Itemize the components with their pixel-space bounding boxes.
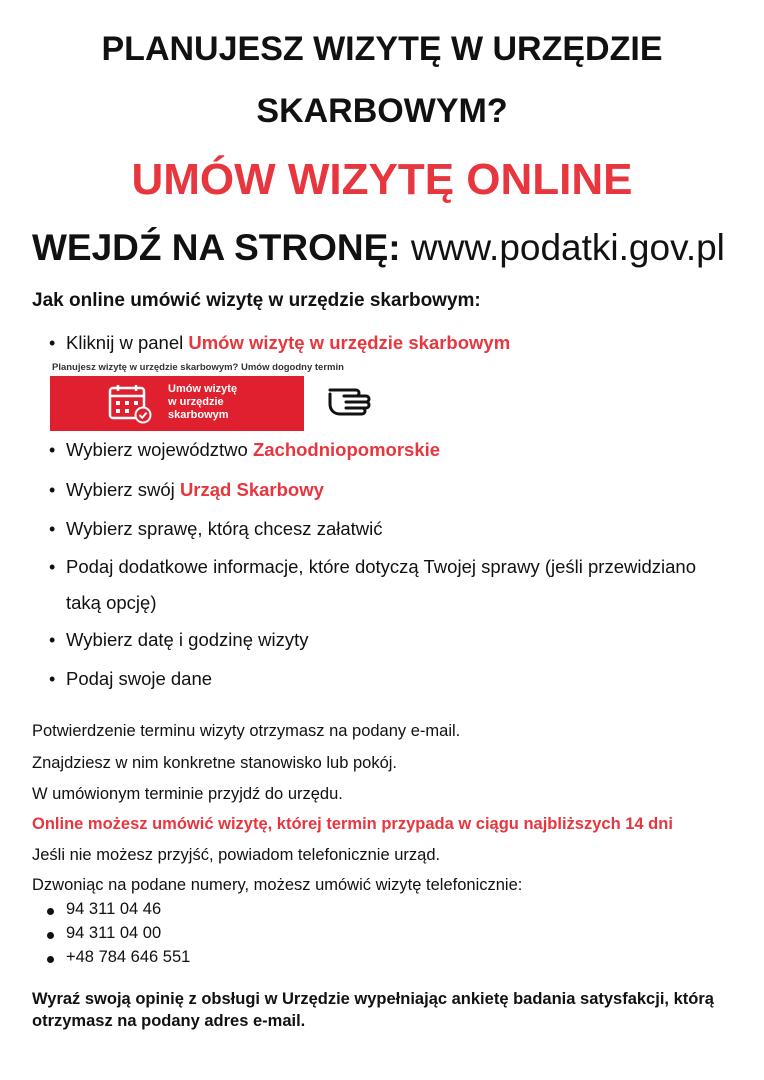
step-text: taką opcję) <box>66 592 157 613</box>
website-line <box>32 227 725 269</box>
info-line: Dzwoniąc na podane numery, możesz umówić wizytę telefonicznie: <box>32 876 523 894</box>
howto-title: Jak online umówić wizytę w urzędzie skarbowym: <box>32 290 481 311</box>
panel-caption: Planujesz wizytę w urzędzie skarbowym? Umów dogodny termin <box>52 362 344 373</box>
step-text: Wybierz datę i godzinę wizyty <box>66 629 309 650</box>
info-line: Potwierdzenie terminu wizyty otrzymasz na podany e-mail. <box>32 722 461 740</box>
panel-label-line-3: skarbowym <box>168 409 229 421</box>
cta-heading: UMÓW WIZYTĘ ONLINE <box>131 155 633 204</box>
panel-label-line-1: Umów wizytę <box>168 383 238 395</box>
phone-number[interactable]: +48 784 646 551 <box>66 948 191 966</box>
info-line: Jeśli nie możesz przyjść, powiadom telefonicznie urząd. <box>32 846 441 864</box>
step-item <box>66 622 309 658</box>
panel-label-line-2: w urzędzie <box>168 396 224 408</box>
step-highlight: Umów wizytę w urzędzie skarbowym <box>188 332 511 353</box>
step-text: Kliknij w panel <box>66 332 189 353</box>
step-text: Wybierz województwo <box>66 439 253 460</box>
step-item <box>66 511 383 547</box>
step-item <box>66 661 212 697</box>
panel-label <box>168 383 288 422</box>
step-highlight: Urząd Skarbowy <box>179 479 324 500</box>
calendar-check-icon <box>108 384 152 424</box>
phone-number[interactable]: 94 311 04 46 <box>66 900 162 918</box>
footer-note: Wyraź swoją opinię z obsługi w Urzędzie wypełniając ankietę badania satysfakcji, którą otrzymasz na podany adres e-mail. <box>32 990 714 1030</box>
pointing-hand-icon <box>326 382 378 424</box>
phone-number[interactable]: 94 311 04 00 <box>66 924 162 942</box>
heading-line-2: SKARBOWYM? <box>256 92 508 130</box>
step-item <box>66 325 510 361</box>
step-text: Wybierz sprawę, którą chcesz załatwić <box>66 518 383 539</box>
step-highlight: Zachodniopomorskie <box>252 439 441 460</box>
step-text: Wybierz swój <box>66 479 180 500</box>
step-text: Podaj swoje dane <box>66 668 213 689</box>
website-label: WEJDŹ NA STRONĘ: <box>32 227 401 268</box>
step-item <box>66 472 324 508</box>
step-item <box>66 549 696 585</box>
book-visit-panel[interactable] <box>50 376 304 431</box>
website-url[interactable]: www.podatki.gov.pl <box>410 227 725 268</box>
heading-line-1: PLANUJESZ WIZYTĘ W URZĘDZIE <box>101 30 663 68</box>
info-line: W umówionym terminie przyjdź do urzędu. <box>32 785 343 803</box>
step-text: Podaj dodatkowe informacje, które dotyczą Twojej sprawy (jeśli przewidziano <box>66 556 696 577</box>
info-line-highlight: Online możesz umówić wizytę, której termin przypada w ciągu najbliższych 14 dni <box>32 815 673 833</box>
step-item-continuation <box>66 585 157 621</box>
info-line: Znajdziesz w nim konkretne stanowisko lub pokój. <box>32 754 398 772</box>
step-item <box>66 432 440 468</box>
